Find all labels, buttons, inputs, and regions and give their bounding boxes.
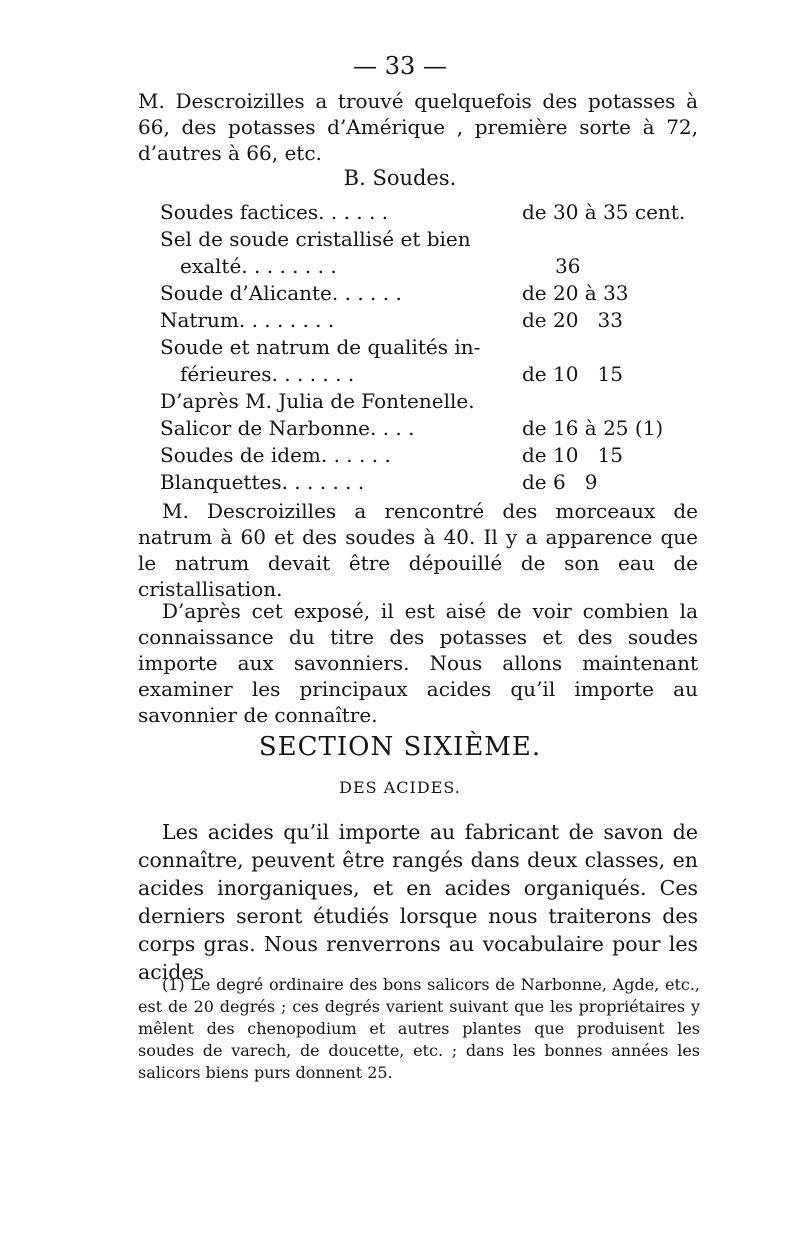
row-label: D’après M. Julia de Fontenelle. (160, 389, 475, 413)
section-subtitle: DES ACIDES. (339, 778, 461, 797)
row-label: Sel de soude cristallisé et bien (160, 227, 471, 251)
row-label: Natrum. . . . . . . . (160, 308, 335, 332)
row-label: exalté. . . . . . . . (180, 254, 337, 278)
table-row (160, 361, 700, 388)
row-value: de 10 15 (522, 443, 623, 467)
table-row (160, 388, 700, 415)
row-value: de 16 à 25 (1) (522, 416, 664, 440)
row-value: de 20 à 33 (522, 281, 629, 305)
row-value: de 6 9 (522, 470, 598, 494)
table-row (160, 226, 700, 253)
row-label: Soudes factices. . . . . . (160, 200, 389, 224)
row-label: Salicor de Narbonne. . . . (160, 416, 415, 440)
table-row (160, 442, 700, 469)
table-row (160, 415, 700, 442)
row-label: Soude et natrum de qualités in- (160, 335, 481, 359)
paragraph-acides: Les acides qu’il importe au fabricant de savon de connaître, peuvent être rangés dans deux classes, en acides inorganiques, et en acides organiqués. Ces derniers seront étudiés lorsque nous traiterons des corps gras. Nous renverrons au vocabulaire pour les acides (138, 820, 698, 984)
subheading-soudes: B. Soudes. (343, 166, 457, 190)
table-row (160, 307, 700, 334)
table-row (160, 334, 700, 361)
row-value: de 20 33 (522, 308, 623, 332)
row-value: 36 (555, 254, 581, 278)
row-label: férieures. . . . . . . (180, 362, 355, 386)
table-row (160, 469, 700, 496)
row-label: Soudes de idem. . . . . . (160, 443, 391, 467)
page-number: — 33 — (353, 52, 447, 80)
paragraph-natrum: M. Descroizilles a rencontré des morceaux de natrum à 60 et des soudes à 40. Il y a apparence que le natrum devait être dépouillé de son eau de cristallisation. (138, 499, 698, 601)
row-label: Blanquettes. . . . . . . (160, 470, 365, 494)
table-row (160, 253, 700, 280)
table-row (160, 199, 700, 226)
intro-paragraph: M. Descroizilles a trouvé quelquefois des potasses à 66, des potasses d’Amérique , première sorte à 72, d’autres à 66, etc. (138, 89, 698, 165)
paragraph-conclusion: D’après cet exposé, il est aisé de voir combien la connaissance du titre des potasses et des soudes importe aux savonniers. Nous allons maintenant examiner les principaux acides qu’il importe au savonnier de connaître. (138, 599, 698, 727)
section-title: SECTION SIXIÈME. (258, 732, 542, 762)
footnote: (1) Le degré ordinaire des bons salicors de Narbonne, Agde, etc., est de 20 degrés ; ces degrés varient suivant que les propriétaires y mêlent des chenopodium et autres plantes que produisent les soudes de varech, de doucette, etc. ; dans les bonnes années les salicors biens purs donnent 25. (138, 975, 700, 1082)
row-value: de 10 15 (522, 362, 623, 386)
row-label: Soude d’Alicante. . . . . . (160, 281, 402, 305)
row-value: de 30 à 35 cent. (522, 200, 686, 224)
table-row (160, 280, 700, 307)
